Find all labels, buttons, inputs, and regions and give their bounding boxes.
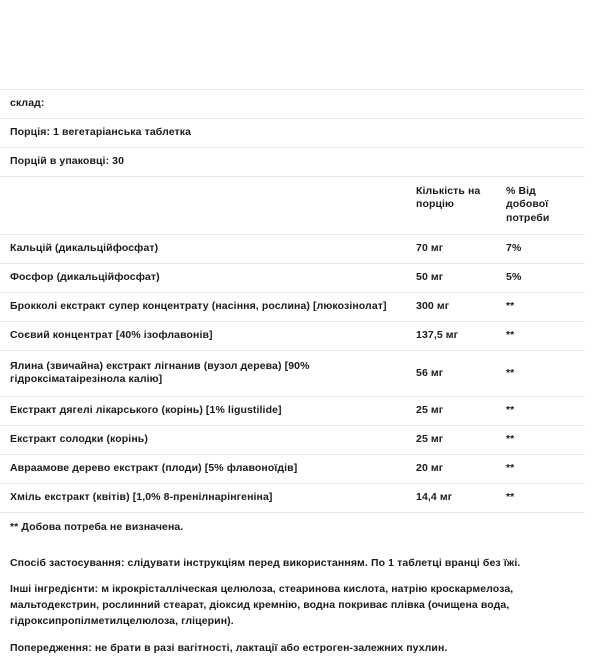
table-row-intro <box>0 90 585 119</box>
ingredient-name: Хміль екстракт (квітів) [1,0% 8-пренілнарінгеніна] <box>10 490 273 503</box>
column-header-name <box>0 176 408 235</box>
servings-amount-blank <box>408 147 498 176</box>
table-row <box>0 264 585 293</box>
ingredient-name: Екстракт дягелі лікарського (корінь) [1% ligustilide] <box>10 404 282 417</box>
ingredient-daily-value: ** <box>506 433 515 446</box>
servings-per-container-text: Порцій в упаковці: 30 <box>10 154 125 167</box>
ingredient-amount: 56 мг <box>416 366 444 379</box>
column-header-amount-per-serving: Кількість на порцію <box>416 184 481 211</box>
directions-text: Спосіб застосування: слідувати інструкціям перед використанням. По 1 таблетці вранці без їжі. <box>10 556 521 569</box>
ingredient-name: Соєвий концентрат [40% ізофлавонів] <box>10 328 213 341</box>
ingredient-daily-value: ** <box>506 490 515 503</box>
ingredient-daily-value: ** <box>506 366 515 379</box>
table-row <box>0 455 585 484</box>
serving-size-dv-blank <box>498 118 585 147</box>
ingredient-daily-value: ** <box>506 299 515 312</box>
ingredient-amount: 25 мг <box>416 433 444 446</box>
ingredient-name: Екстракт солодки (корінь) <box>10 433 148 446</box>
notes-section <box>0 543 600 656</box>
intro-amount-blank <box>408 90 498 119</box>
table-row-footnote <box>0 512 585 542</box>
table-row <box>0 483 585 512</box>
table-row-servings-per-container <box>0 147 585 176</box>
ingredient-amount: 300 мг <box>416 299 450 312</box>
table-row <box>0 350 585 397</box>
ingredient-daily-value: 7% <box>506 242 522 255</box>
ingredient-daily-value: ** <box>506 328 515 341</box>
table-row <box>0 321 585 350</box>
ingredient-name: Ялина (звичайна) екстракт лігнанив (вузол дерева) [90% гідроксіматаірезінола калію] <box>10 359 310 386</box>
table-row <box>0 426 585 455</box>
top-spacer <box>0 0 600 89</box>
column-header-daily-value: % Від добової потреби <box>506 184 550 225</box>
other-ingredients-text: Інші інгредієнти: м ікрокрісталліческая целюлоза, стеаринова кислота, натрію кроскармелоза, мальтодекстрин, рослинний стеарат, діоксид кремнію, водна покриває плівка (очищена вода, гідроксипропілметилцелюлоза, гліцерин). <box>10 583 514 627</box>
table-row-serving-size <box>0 118 585 147</box>
ingredient-amount: 20 мг <box>416 462 444 475</box>
serving-size-text: Порція: 1 вегетаріанська таблетка <box>10 125 192 138</box>
ingredient-name: Фосфор (дикальційфосфат) <box>10 271 160 284</box>
daily-value-footnote: ** Добова потреба не визначена. <box>10 520 184 533</box>
serving-size-amount-blank <box>408 118 498 147</box>
servings-dv-blank <box>498 147 585 176</box>
supplement-facts-table <box>0 89 585 543</box>
ingredient-daily-value: 5% <box>506 271 522 284</box>
ingredient-amount: 137,5 мг <box>416 328 459 341</box>
intro-dv-blank <box>498 90 585 119</box>
ingredient-amount: 50 мг <box>416 271 444 284</box>
ingredient-name: Авраамове дерево екстракт (плоди) [5% флавоноїдів] <box>10 462 298 475</box>
ingredient-daily-value: ** <box>506 404 515 417</box>
table-header-row <box>0 176 585 235</box>
ingredients-label: склад: <box>10 97 45 109</box>
ingredient-amount: 14,4 мг <box>416 490 453 503</box>
ingredient-amount: 25 мг <box>416 404 444 417</box>
warning-text: Попередження: не брати в разі вагітності, лактації або естроген-залежних пухлин. <box>10 641 448 654</box>
ingredient-name: Брокколі екстракт супер концентрату (насіння, рослина) [люкозінолат] <box>10 299 387 312</box>
table-row <box>0 397 585 426</box>
ingredient-amount: 70 мг <box>416 242 444 255</box>
ingredient-name: Кальцій (дикальційфосфат) <box>10 242 159 255</box>
ingredient-daily-value: ** <box>506 462 515 475</box>
table-row <box>0 235 585 264</box>
table-row <box>0 292 585 321</box>
